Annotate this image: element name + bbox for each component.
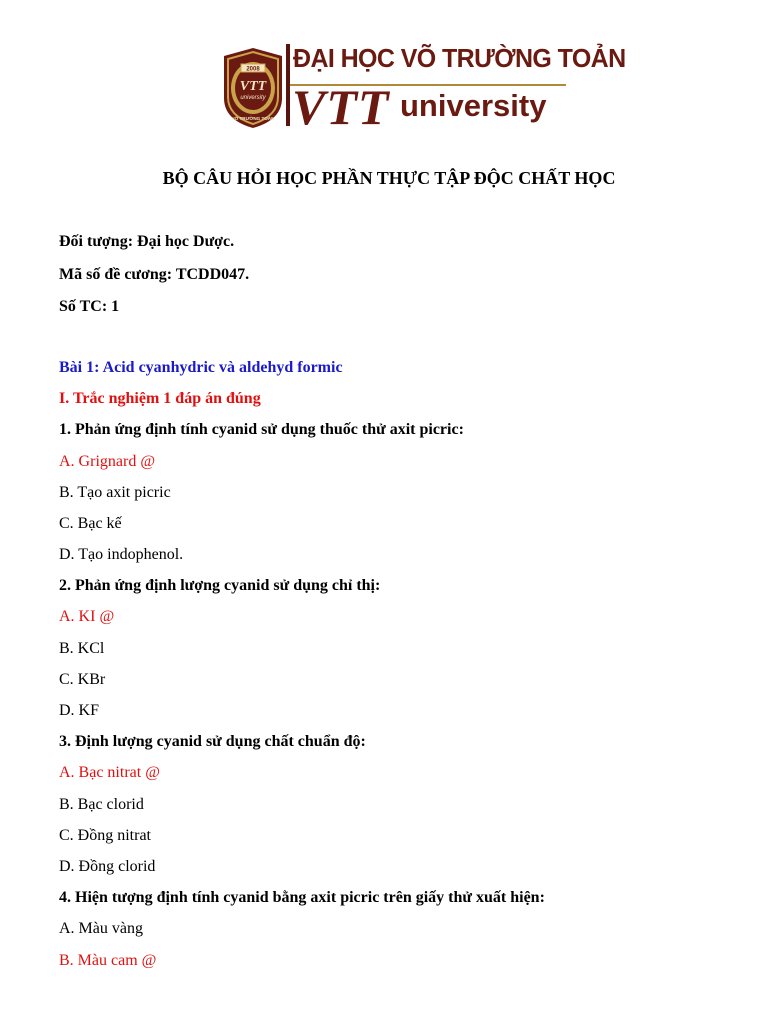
q3-option-b: B. Bạc clorid: [59, 796, 144, 813]
q4-option-b: B. Màu cam @: [59, 952, 157, 969]
q1-option-a: A. Grignard @: [59, 453, 156, 470]
seal-vtt: VTT: [239, 79, 267, 94]
question-1: 1. Phản ứng định tính cyanid sử dụng thuốc thử axit picric:: [59, 421, 464, 438]
meta-syllabus-code: Mã số đề cương: TCDD047.: [59, 266, 250, 283]
question-2: 2. Phản ứng định lượng cyanid sử dụng chỉ thị:: [59, 577, 381, 594]
document-title: BỘ CÂU HỎI HỌC PHẦN THỰC TẬP ĐỘC CHẤT HỌC: [162, 168, 616, 188]
section-heading: I. Trắc nghiệm 1 đáp án đúng: [59, 390, 261, 407]
q1-option-c: C. Bạc kế: [59, 515, 122, 532]
q1-option-b: B. Tạo axit picric: [59, 484, 171, 501]
question-3: 3. Định lượng cyanid sử dụng chất chuẩn độ:: [59, 733, 366, 750]
q2-option-c: C. KBr: [59, 671, 106, 688]
brand-university: university: [400, 88, 547, 123]
lesson-heading: Bài 1: Acid cyanhydric và aldehyd formic: [59, 359, 343, 376]
q2-option-a: A. KI @: [59, 608, 115, 625]
q4-option-a: A. Màu vàng: [59, 920, 143, 937]
q3-option-a: A. Bạc nitrat @: [59, 764, 160, 781]
question-4: 4. Hiện tượng định tính cyanid bằng axit picric trên giấy thử xuất hiện:: [59, 889, 545, 906]
q3-option-c: C. Đồng nitrat: [59, 827, 151, 844]
seal-university: university: [240, 95, 266, 101]
brand-vtt: VTT: [292, 79, 390, 135]
meta-credits: Số TC: 1: [59, 298, 120, 315]
q2-option-b: B. KCl: [59, 640, 105, 657]
meta-target: Đối tượng: Đại học Dược.: [59, 233, 235, 250]
seal-name: VÕ TRƯỜNG TOẢN: [231, 116, 275, 121]
q2-option-d: D. KF: [59, 702, 100, 719]
seal-year: 2008: [246, 66, 260, 73]
q3-option-d: D. Đồng clorid: [59, 858, 156, 875]
q1-option-d: D. Tạo indophenol.: [59, 546, 184, 563]
brand-name-vietnamese: ĐẠI HỌC VÕ TRƯỜNG TOẢN: [293, 44, 626, 74]
